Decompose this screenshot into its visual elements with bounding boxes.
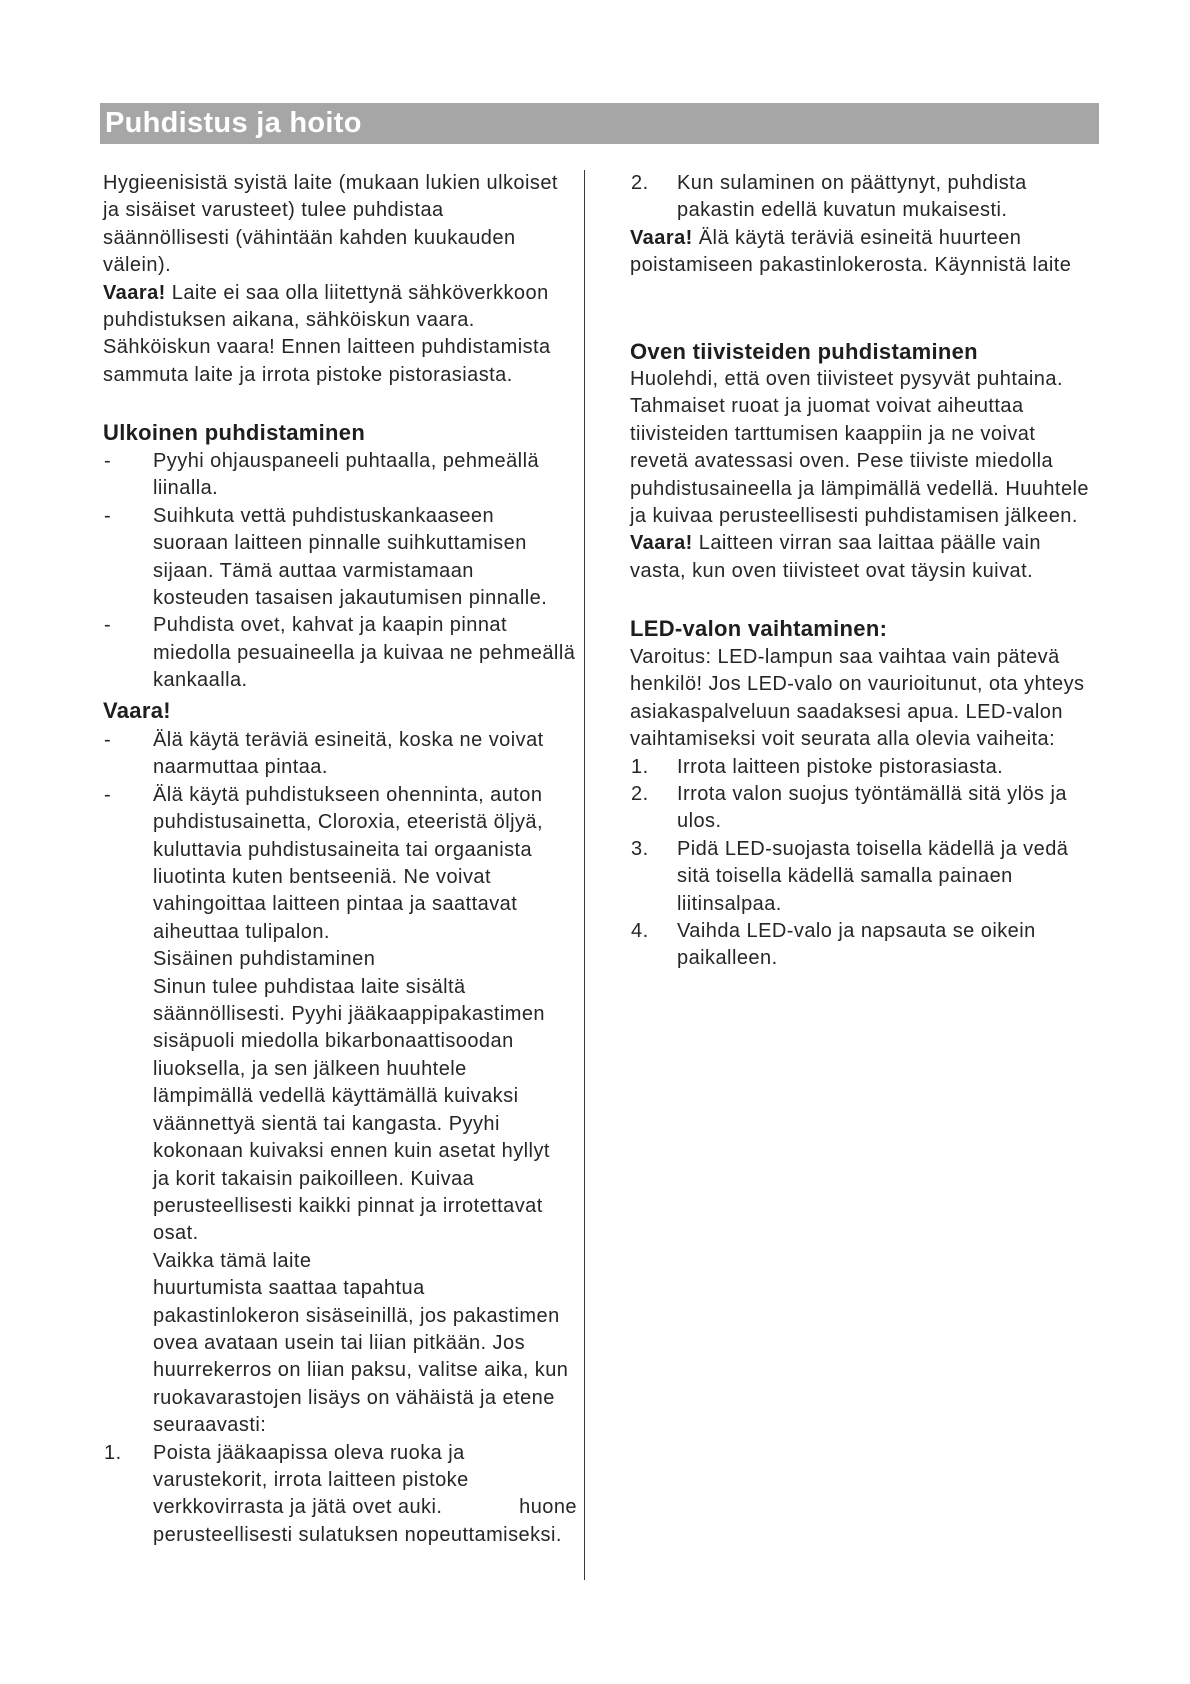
hygiene-intro — [103, 170, 581, 389]
list-line: Pyyhi ohjauspaneeli puhtaalla, pehmeällä — [153, 450, 540, 472]
section-title-bar — [100, 103, 1099, 144]
line-text: Älä käytä teräviä esineitä huurteen — [692, 226, 1022, 249]
list-marker: - — [104, 783, 112, 806]
list-line: perusteellisesti sulatuksen nopeuttamiseksi. — [153, 1523, 562, 1546]
list-line: Pidä LED-suojasta toisella kädellä ja vedä — [677, 837, 1069, 860]
list-marker: 1. — [104, 1441, 122, 1464]
text-line: Sähköiskun vaara! Ennen laitteen puhdistamista — [103, 336, 551, 359]
warning-label: Vaara! — [103, 281, 166, 304]
list-line: säännöllisesti. Pyyhi jääkaappipakastimen — [153, 1003, 545, 1026]
list-item — [103, 782, 581, 1440]
list-line: puhdistusainetta, Cloroxia, eteeristä öljyä, — [153, 811, 544, 834]
defrost-warning — [630, 225, 1095, 280]
text-line: revetä avatessasi oven. Pese tiiviste miedolla — [630, 450, 1054, 473]
text-line: Tahmaiset ruoat ja juomat voivat aiheuttaa — [630, 395, 1024, 418]
list-item — [103, 503, 581, 613]
text-line: henkilö! Jos LED-valo on vaurioitunut, ota yhteys — [630, 673, 1085, 696]
list-line: osat. — [153, 1222, 199, 1245]
text-line: Varoitus: LED-lampun saa vaihtaa vain pätevä — [630, 646, 1060, 668]
list-line: Vaikka tämä laite — [153, 1249, 312, 1272]
list-marker: 2. — [631, 783, 649, 806]
list-line: Puhdista ovet, kahvat ja kaapin pinnat — [153, 614, 507, 637]
list-line: seuraavasti: — [153, 1414, 267, 1437]
list-line: vahingoittaa laitteen pintaa ja saattavat — [153, 893, 518, 916]
text-line: vasta, kun oven tiivisteet ovat täysin kuivat. — [630, 559, 1034, 582]
list-item — [103, 612, 581, 694]
list-line: Vaihda LED-valo ja napsauta se oikein — [677, 920, 1036, 943]
line-text: Laitteen virran saa laittaa päälle vain — [692, 532, 1041, 555]
page-title: Puhdistus ja hoito — [105, 107, 362, 139]
text-line: välein). — [103, 254, 172, 277]
list-item-text — [677, 170, 1095, 225]
text-line: puhdistusaineella ja lämpimällä vedellä. Huuhtele — [630, 477, 1089, 500]
list-marker: - — [104, 450, 112, 472]
led-intro — [630, 644, 1095, 754]
text-line — [630, 530, 1095, 557]
list-item-text — [153, 612, 581, 694]
list-marker: - — [104, 614, 112, 637]
list-line: kosteuden tasaisen jakautumisen pinnalle. — [153, 587, 548, 610]
list-line: lämpimällä vedellä käyttämällä kuivaksi — [153, 1085, 519, 1108]
list-item — [630, 781, 1095, 836]
exterior-cleaning-list — [103, 448, 581, 695]
list-item-text — [153, 782, 581, 1440]
list-line: paikalleen. — [677, 947, 778, 970]
text-line: vaihtamiseksi voit seurata alla olevia vaiheita: — [630, 728, 1056, 751]
list-item-text — [677, 918, 1095, 973]
list-marker: - — [104, 729, 112, 751]
column-divider — [584, 170, 585, 1580]
list-line: kuluttavia puhdistusaineita tai orgaanista — [153, 838, 533, 861]
list-line: miedolla pesuaineella ja kuivaa ne pehmeällä — [153, 641, 576, 664]
list-line: Suihkuta vettä puhdistuskankaaseen — [153, 504, 495, 527]
list-line: sitä toisella kädellä samalla painaen — [677, 865, 1013, 888]
list-item — [630, 836, 1095, 918]
text-line: asiakaspalveluun saadaksesi apua. LED-valon — [630, 700, 1063, 723]
warning-label: Vaara! — [630, 226, 693, 249]
list-line: Älä käytä puhdistukseen ohenninta, auton — [153, 783, 543, 806]
line-trailing-text: huone — [519, 1496, 577, 1519]
list-line: Irrota laitteen pistoke pistorasiasta. — [677, 755, 1004, 778]
text-line: tiivisteiden tarttumisen kaappiin ja ne voivat — [630, 422, 1036, 445]
list-line: kankaalla. — [153, 669, 248, 692]
list-item — [103, 727, 581, 782]
list-marker: 2. — [631, 172, 649, 194]
list-line: Sinun tulee puhdistaa laite sisältä — [153, 975, 466, 998]
list-item — [103, 1440, 581, 1550]
list-line: liuoksella, ja sen jälkeen huuhtele — [153, 1057, 467, 1080]
text-line: Huolehdi, että oven tiivisteet pysyvät puhtaina. — [630, 368, 1063, 390]
text-line: sammuta laite ja irrota pistoke pistorasiasta. — [103, 363, 513, 386]
list-item-text — [677, 781, 1095, 836]
list-item-text — [677, 754, 1095, 781]
list-line — [153, 1494, 577, 1521]
list-line: ja korit takaisin paikoilleen. Kuivaa — [153, 1167, 475, 1190]
list-item-text — [677, 836, 1095, 918]
list-line: Poista jääkaapissa oleva ruoka ja — [153, 1441, 465, 1464]
list-line: pakastinlokeron sisäseinillä, jos pakastimen — [153, 1304, 560, 1327]
list-line: liitinsalpaa. — [677, 892, 782, 915]
list-item — [630, 918, 1095, 973]
text-line — [630, 225, 1095, 252]
list-item — [103, 448, 581, 503]
list-line: huurrekerros on liian paksu, valitse aika, kun — [153, 1359, 569, 1382]
list-line: väännettyä sientä tai kangasta. Pyyhi — [153, 1112, 500, 1135]
led-steps — [630, 754, 1095, 973]
list-line: pakastin edellä kuvatun mukaisesti. — [677, 199, 1008, 222]
list-item — [630, 754, 1095, 781]
list-line: sijaan. Tämä auttaa varmistamaan — [153, 559, 474, 582]
led-replacement-section — [630, 644, 1095, 973]
list-line: liinalla. — [153, 477, 219, 500]
text-line: poistamiseen pakastinlokerosta. Käynnistä laite — [630, 254, 1072, 277]
list-line: suoraan laitteen pinnalle suihkuttamisen — [153, 532, 527, 555]
list-line: naarmuttaa pintaa. — [153, 756, 328, 779]
list-marker: 1. — [631, 755, 649, 778]
text-line — [103, 280, 581, 307]
list-line: liuotinta kuten bentseeniä. Ne voivat — [153, 866, 491, 889]
text-line: puhdistuksen aikana, sähköiskun vaara. — [103, 309, 475, 332]
list-item-text — [153, 448, 581, 503]
list-line: Kun sulaminen on päättynyt, puhdista — [677, 172, 1027, 194]
text-line: Hygieenisistä syistä laite (mukaan lukien ulkoiset — [103, 172, 558, 194]
defrost-continuation — [630, 170, 1095, 280]
heading-led-replacement: LED-valon vaihtaminen: — [630, 616, 888, 641]
line-text: Laite ei saa olla liitettynä sähköverkkoon — [165, 281, 549, 304]
list-item-text — [153, 727, 581, 782]
list-marker: 4. — [631, 920, 649, 943]
list-line: ulos. — [677, 810, 722, 833]
heading-door-gasket-cleaning: Oven tiivisteiden puhdistaminen — [630, 339, 978, 364]
list-line: huurtumista saattaa tapahtua — [153, 1277, 425, 1300]
list-line: aiheuttaa tulipalon. — [153, 920, 330, 943]
list-line: Sisäinen puhdistaminen — [153, 948, 376, 971]
text-line: ja kuivaa perusteellisesti puhdistamisen jälkeen. — [630, 505, 1078, 528]
heading-warning: Vaara! — [103, 698, 171, 723]
defrost-steps — [630, 170, 1095, 225]
list-marker: - — [104, 504, 112, 527]
list-line: varustekorit, irrota laitteen pistoke — [153, 1468, 469, 1491]
list-item-text — [153, 503, 581, 613]
list-line: Älä käytä teräviä esineitä, koska ne voivat — [153, 729, 544, 751]
list-line: sisäpuoli miedolla bikarbonaattisoodan — [153, 1030, 514, 1053]
warning-label: Vaara! — [630, 532, 693, 555]
heading-exterior-cleaning: Ulkoinen puhdistaminen — [103, 420, 366, 445]
warning-list — [103, 727, 581, 1549]
text-line: ja sisäiset varusteet) tulee puhdistaa — [103, 199, 444, 222]
list-line: kokonaan kuivaksi ennen kuin asetat hyllyt — [153, 1140, 550, 1163]
list-item — [630, 170, 1095, 225]
door-gasket-text — [630, 366, 1095, 585]
list-line: ruokavarastojen lisäys on vähäistä ja etene — [153, 1386, 555, 1409]
text-line: säännöllisesti (vähintään kahden kuukauden — [103, 226, 516, 249]
list-item-text — [153, 1440, 581, 1550]
line-text: verkkovirrasta ja jätä ovet auki. — [153, 1496, 443, 1519]
list-line: ovea avataan usein tai liian pitkään. Jos — [153, 1331, 526, 1354]
list-line: Irrota valon suojus työntämällä sitä ylös ja — [677, 783, 1067, 806]
list-marker: 3. — [631, 837, 649, 860]
list-line: perusteellisesti kaikki pinnat ja irrotettavat — [153, 1194, 543, 1217]
